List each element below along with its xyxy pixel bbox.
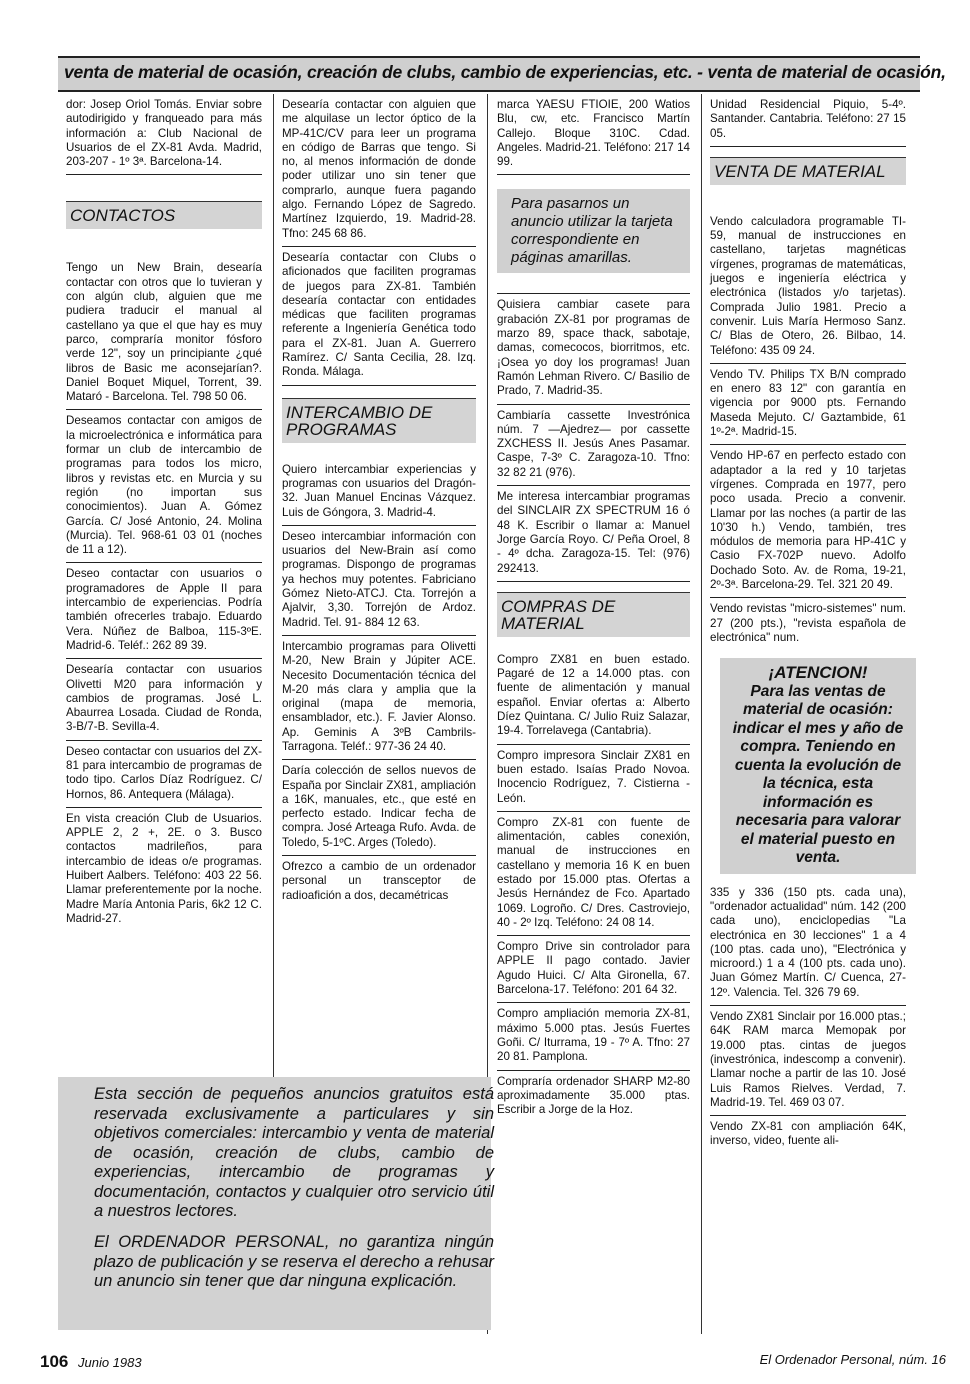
classified-ad: Vendo revistas "micro-sistemes" num. 27 (200 pts.), "revista española de electrónica" num. <box>710 602 906 644</box>
magazine-name: El Ordenador Personal, núm. 16 <box>759 1352 946 1367</box>
info-note: Para pasarnos un anuncio utilizar la tarjeta correspondiente en páginas amarillas. <box>497 189 690 273</box>
classified-ad: marca YAESU FTIOIE, 200 Watios Blu, cw, etc. Francisco Martín Callejo. Bloque 310C. Cdad. Angeles. Madrid-21. Teléfono: 217 14 99. <box>497 94 690 175</box>
classified-ad: Vendo TV. Philips TX B/N comprado en enero 83 12" con garantía en vigencia por 9000 pts. Fernando Maseda Mejuto. C/ Gaztambide, 61 1º-2ª. Madrid-15. <box>710 364 906 445</box>
classified-ad: Compro ZX81 en buen estado. Pagaré de 12 a 14.000 ptas. con fuente de alimentación y manual español. Enviar ofertas a: Alberto Díez Quintana. C/ Julio Ruiz Salazar, 19-4. Torrelavega (Cantabria). <box>497 649 690 745</box>
column-divider <box>273 94 274 1077</box>
issue-date: Junio 1983 <box>78 1355 142 1370</box>
classified-ad: Me interesa intercambiar programas del SINCLAIR ZX SPECTRUM 16 ó 48 K. Escribir o llamar a: Manuel Jorge García Royo. C/ Peña Oroel, 8 - 4º dcha. Zaragoza-15. Tel: (976) 292413. <box>497 486 690 582</box>
classified-ad: Deseo contactar con usuarios del ZX-81 para intercambio de programas de todo tipo. Carlos Díaz Rodríguez. C/ Hornos, 86. Antequera (Málaga). <box>66 741 262 808</box>
column-2 <box>282 94 476 908</box>
attention-note <box>720 658 916 874</box>
notice-box <box>58 1077 494 1330</box>
classified-ad: Compro ZX-81 con fuente de alimentación, cables conexión, manual de instrucciones en castellano y memoria 16 K en buen estado por 15.000 ptas. Ofertas a Jesús Hernández de Fco. Apartado 1069. Logroño. C/ Dres. Castroviejo, 40 - 2º Izq. Teléfono: 24 08 14. <box>497 812 690 936</box>
page-footer-left <box>40 1352 142 1372</box>
section-heading-contactos: CONTACTOS <box>66 201 262 229</box>
column-3 <box>497 94 690 1122</box>
classified-ad: dor: Josep Oriol Tomás. Enviar sobre autodirigido y franqueado para más información a: Club Nacional de Usuarios de el ZX-81 Avda. Madrid, 203-207 - 1º 3ª. Barcelona-14. <box>66 94 262 175</box>
classified-ad: Daría colección de sellos nuevos de España por Sinclair ZX81, ampliación a 16K, manuales, etc., que esté en perfecto estado. Indicar fecha de compra. José Arteaga Rufo. Avda. de Toledo, 5-1ºC. Arges (Toledo). <box>282 760 476 856</box>
classified-ad: Desearía contactar con usuarios Olivetti M20 para información y cambios de programas. José L. Abaurrea Losada. Ciudad de Ronda, 3-B/7-B. Sevilla-4. <box>66 659 262 740</box>
classified-ad: Compraría ordenador SHARP M2-80 aproximadamente 35.000 ptas. Escribir a Jorge de la Hoz. <box>497 1074 690 1117</box>
classified-ad: Vendo ZX-81 con ampliación 64K, inverso, video, fuente ali- <box>710 1120 906 1148</box>
classified-ad: Compro impresora Sinclair ZX81 en buen estado. Isaías Prado Novoa. Inocencio Rodríguez, 7. Cistierna - León. <box>497 745 690 812</box>
banner-text: venta de material de ocasión, creación de clubs, cambio de experiencias, etc. - venta de material de ocasión, <box>64 62 946 82</box>
section-heading-venta: VENTA DE MATERIAL <box>710 157 906 185</box>
classified-ad: 335 y 336 (150 pts. cada una), "ordenador actualidad" núm. 142 (200 cada uno), enciclopedias "La electrónica en 30 lecciones" 1 a 4 (100 ptas. cada uno), "Electrónica y microord.) 1 a 4 (100 pts. cada uno). Juan Gómez Martín. C/ Cuenca, 27-12º. Valencia. Tel. 326 79 69. <box>710 882 906 1006</box>
classified-ad: Vendo HP-67 en perfecto estado con adaptador a la red y 10 tarjetas vírgenes. Comprada en 1977, pero poco usada. Precio a convenir. Llamar por las noches (a partir de las 10'30 h.) Vendo, también, tres módulos de memoria para HP-41C y Casio FX-702P nuevo. Adolfo Dochado Soto. Av. de Roma, 19-21, 2º-3ª. Barcelona-29. Tel. 321 20 49. <box>710 445 906 598</box>
classified-ad: Vendo ZX81 Sinclair por 16.000 ptas.; 64K RAM marca Memopak por 19.000 ptas. cintas de juegos (investrónica, indescomp a convenir). Llamar noche a partir de las 10. José Luis Ramos Rielves. Verdad, 7. Madrid-19. Tel. 469 03 07. <box>710 1006 906 1116</box>
classified-ad: Tengo un New Brain, desearía contactar con otros que lo tuvieran y con algún club, alguien que me pudiera traducir el manual al castellano ya que el que hay es muy parco, compraría monitor fósforo verde 12", soy un principiante ¿qué libros de Basic me aconsejarían?. Daniel Boquet Miquel, Torrent, 39. Mataró - Barcelona. Tel. 798 50 06. <box>66 257 262 410</box>
classified-ad: Quisiera cambiar casete para grabación ZX-81 por programas de marzo 89, space thack, sabotaje, damas, comecocos, biorritmos, etc. ¡Osea yo doy los programas! Juan Ramón Lehman Rivero. C/ Basilio de Prado, 7. Madrid-35. <box>497 293 690 404</box>
column-4 <box>710 94 906 1154</box>
classified-ad: Unidad Residencial Piquio, 5-4º. Santander. Cantabria. Teléfono: 27 15 05. <box>710 94 906 147</box>
classified-ad: Desearía contactar con Clubs o aficionados que faciliten programas de juegos para ZX-81. También desearía contactar con entidades médicas que faciliten programas referente a Ingeniería Genética todo para el ZX-81. Juan A. Guerrero Ramírez. C/ Santa Cecilia, 28. Izq. Ronda. Málaga. <box>282 247 476 386</box>
section-heading-compras: COMPRAS DE MATERIAL <box>497 592 690 637</box>
classified-ad: Vendo calculadora programable TI-59, manual de instrucciones en castellano, tarjetas magnéticas vírgenes, programas de matemáticas, juegos e ingeniería eléctrica y electrónica (listados y/o tarjetas). Comprada Julio 1981. Precio a convenir. Luis María Hermoso Sanz. C/ Blas de Otero, 26. Bilbao, 14. Teléfono: 435 09 24. <box>710 211 906 364</box>
notice-paragraph: Esta sección de pequeños anuncios gratuitos está reservada exclusivamente a particulares y sin objetivos comerciales: intercambio y venta de material de ocasión, creación de clubs, cambio de experiencias, intercambio de programas y documentación, contactos y cualquier otro servicio útil a nuestros lectores. <box>94 1085 494 1220</box>
attention-text: Para las ventas de material de ocasión: indicar el mes y año de compra. Teniendo en cuenta la evolución de la técnica, esta información es necesaria para valorar el material puesto en venta. <box>732 682 904 867</box>
column-1 <box>66 94 262 931</box>
notice-paragraph: El ORDENADOR PERSONAL, no garantiza ningún plazo de publicación y se reserva el derecho a rehusar un anuncio sin tener que dar ninguna explicación. <box>94 1233 494 1290</box>
classified-ad: Deseo contactar con usuarios o programadores de Apple II para intercambio de experiencias. Podría también ofrecerles trabajo. Eduardo Vera. Núñez de Balboa, 115-3ºE. Madrid-6. Teléf.: 262 89 39. <box>66 563 262 659</box>
classified-ad: Intercambio programas para Olivetti M-20, New Brain y Júpiter ACE. Necesito Documentación técnica del M-20 más clara y amplia que la original (mapa de memoria, ensamblador, etc.). F. Javier Alonso. Ap. Geminis A 3ºB Cambrils-Tarragona. Teléf.: 977-36 24 40. <box>282 636 476 760</box>
attention-title: ¡ATENCION! <box>768 663 868 683</box>
column-divider <box>701 94 702 1334</box>
section-heading-intercambio: INTERCAMBIO DE PROGRAMAS <box>282 398 476 443</box>
classified-ad: Deseo intercambiar información con usuarios del New-Brain así como programas. Dispongo de programas ya hechos muy potentes. Fabriciano Gómez Nieto-ATCJ. Cta. Torrejón a Ajalvir, 3,30. Torrejón de Ardoz. Madrid. Tel. 91- 884 12 63. <box>282 526 476 636</box>
page-number: 106 <box>40 1352 69 1371</box>
classified-ad: Quiero intercambiar experiencias y programas con usuarios del Dragón-32. Juan Manuel Encinas Vázquez. Luis de Góngora, 3. Madrid-4. <box>282 459 476 526</box>
classified-ad: Cambiaría cassette Investrónica núm. 7 —Ajedrez— por cassette ZXCHESS II. Jesús Anes Pasamar. Caspe, 7-3º C. Zaragoza-10. Tfno: 32 82 21 (976). <box>497 405 690 486</box>
classified-ad: Deseamos contactar con amigos de la microelectrónica e informática para formar un club de intercambio de programas para todos los micro, libros y revistas etc. en Murcia y su región (no importan sus conocimientos). Juan A. Gómez García. C/ José Antonio, 24. Molina (Murcia). Tel. 968-61 03 01 (noches de 11 a 12). <box>66 410 262 563</box>
classified-ad: En vista creación Club de Usuarios. APPLE 2, 2 +, 2E. o 3. Busco contactos madrileños, para intercambio de ideas o/e programas. Huibert Aalbers. Teléfono: 403 22 56. Llamar preferentemente por la noche. Madre María Antonia Paris, 6k2 12 C. Madrid-27. <box>66 811 262 925</box>
classified-ad: Compro ampliación memoria ZX-81, máximo 5.000 ptas. Jesús Fuertes Goñi. C/ Iturrama, 19 - 7º A. Tfno: 27 20 81. Pamplona. <box>497 1003 690 1070</box>
classified-ad: Compro Drive sin controlador para APPLE II pago contado. Javier Agudo Huici. C/ Alta Gironella, 67. Barcelona-17. Teléfono: 201 64 32. <box>497 936 690 1003</box>
classified-ad: Desearía contactar con alguien que me alquilase un lector óptico de la MP-41C/CV para leer un programa en código de Barras que tengo. Si no, al menos información de donde poder utilizar uno sin tener que comprarlo, aunque fuera pagando algo. Fernando López de Sagredo. Martínez Izquierdo, 19. Madrid-28. Tfno: 245 68 86. <box>282 94 476 247</box>
section-banner <box>58 56 946 92</box>
classified-ad: Ofrezco a cambio de un ordenador personal un transceptor de radioafición a dos, decamétricas <box>282 860 476 902</box>
